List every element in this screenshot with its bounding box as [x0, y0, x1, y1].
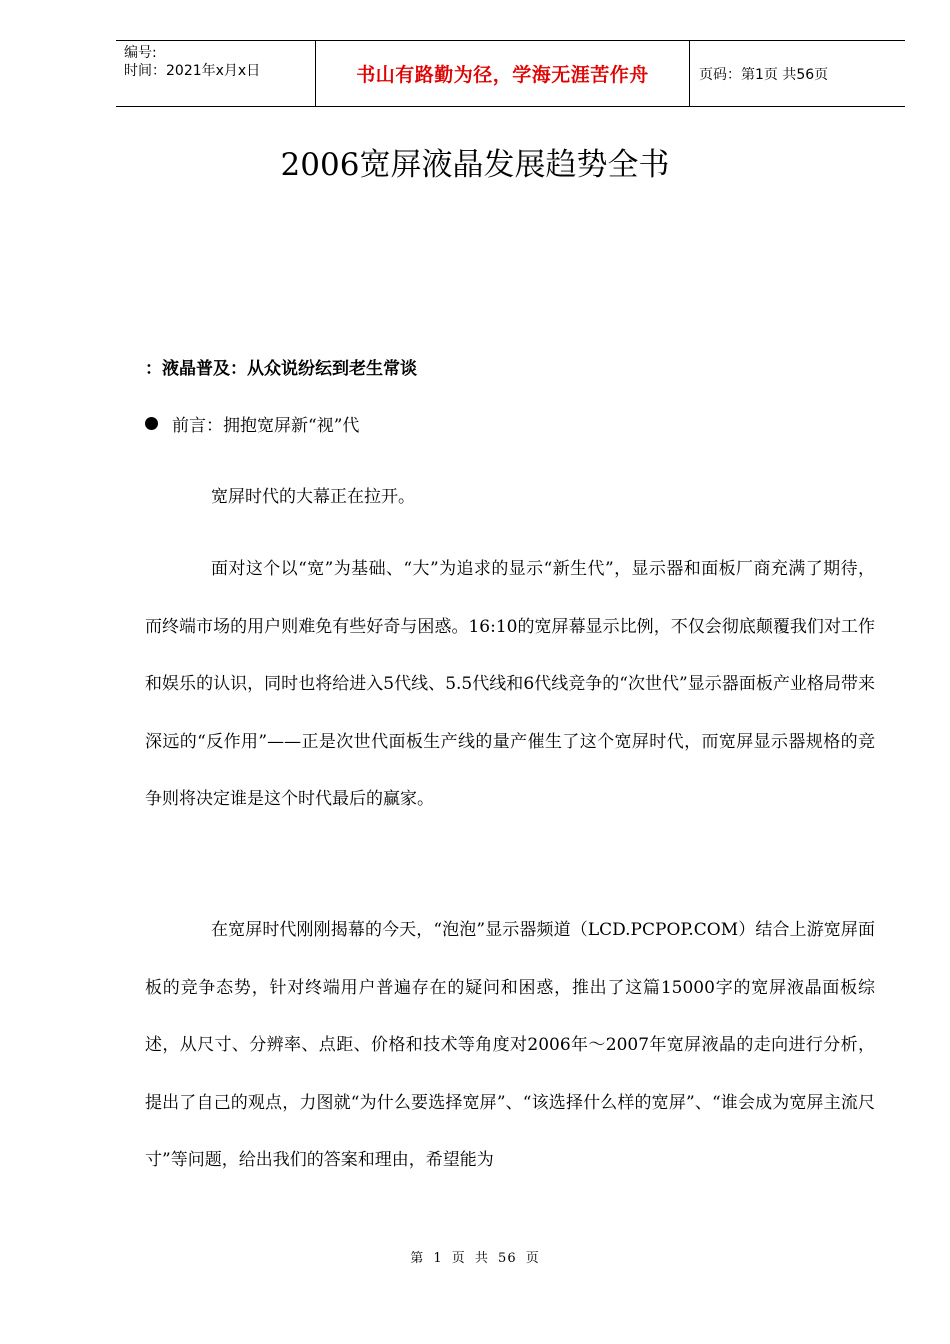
- header-motto: 书山有路勤为径，学海无涯苦作舟: [356, 64, 649, 86]
- header-page-info: 页码：第1页 共56页: [699, 66, 829, 83]
- page-header: [116, 40, 905, 107]
- bullet-item: [145, 411, 359, 436]
- bullet-item-text: 前言：拥抱宽屏新“视”代: [172, 416, 360, 436]
- serial-label: 编号:: [124, 45, 157, 61]
- paragraph: 在宽屏时代刚刚揭幕的今天，“泡泡”显示器频道（LCD.PCPOP.COM）结合上游宽屏面板的竞争态势，针对终端用户普遍存在的疑问和困惑，推出了这篇15000字的宽屏液晶面板综述，从尺寸、分辨率、点距、价格和技术等角度对2006年～2007年宽屏液晶的走向进行分析，提出了自己的观点，力图就“为什么要选择宽屏”、“该选择什么样的宽屏”、“谁会成为宽屏主流尺寸”等问题，给出我们的答案和理由，希望能为: [145, 920, 875, 1170]
- paragraph: 宽屏时代的大幕正在拉开。: [211, 487, 415, 507]
- document-title: 2006宽屏液晶发展趋势全书: [280, 147, 670, 183]
- header-page-cell: [690, 41, 905, 106]
- paragraph: 面对这个以“宽”为基础、“大”为追求的显示“新生代”，显示器和面板厂商充满了期待，而终端市场的用户则难免有些好奇与困惑。16:10的宽屏幕显示比例，不仅会彻底颠覆我们对工作和娱乐的认识，同时也将给进入5代线、5.5代线和6代线竞争的“次世代”显示器面板产业格局带来深远的“反作用”——正是次世代面板生产线的量产催生了这个宽屏时代，而宽屏显示器规格的竞争则将决定谁是这个时代最后的赢家。: [145, 559, 875, 809]
- header-meta-cell: [116, 41, 316, 106]
- date-label: 时间：2021年x月x日: [124, 63, 261, 79]
- header-motto-cell: [316, 41, 690, 106]
- bullet-dot-icon: [145, 417, 158, 430]
- section-heading: ：液晶普及：从众说纷纭到老生常谈: [145, 359, 417, 379]
- page-footer: 第 1 页 共 56 页: [410, 1251, 540, 1266]
